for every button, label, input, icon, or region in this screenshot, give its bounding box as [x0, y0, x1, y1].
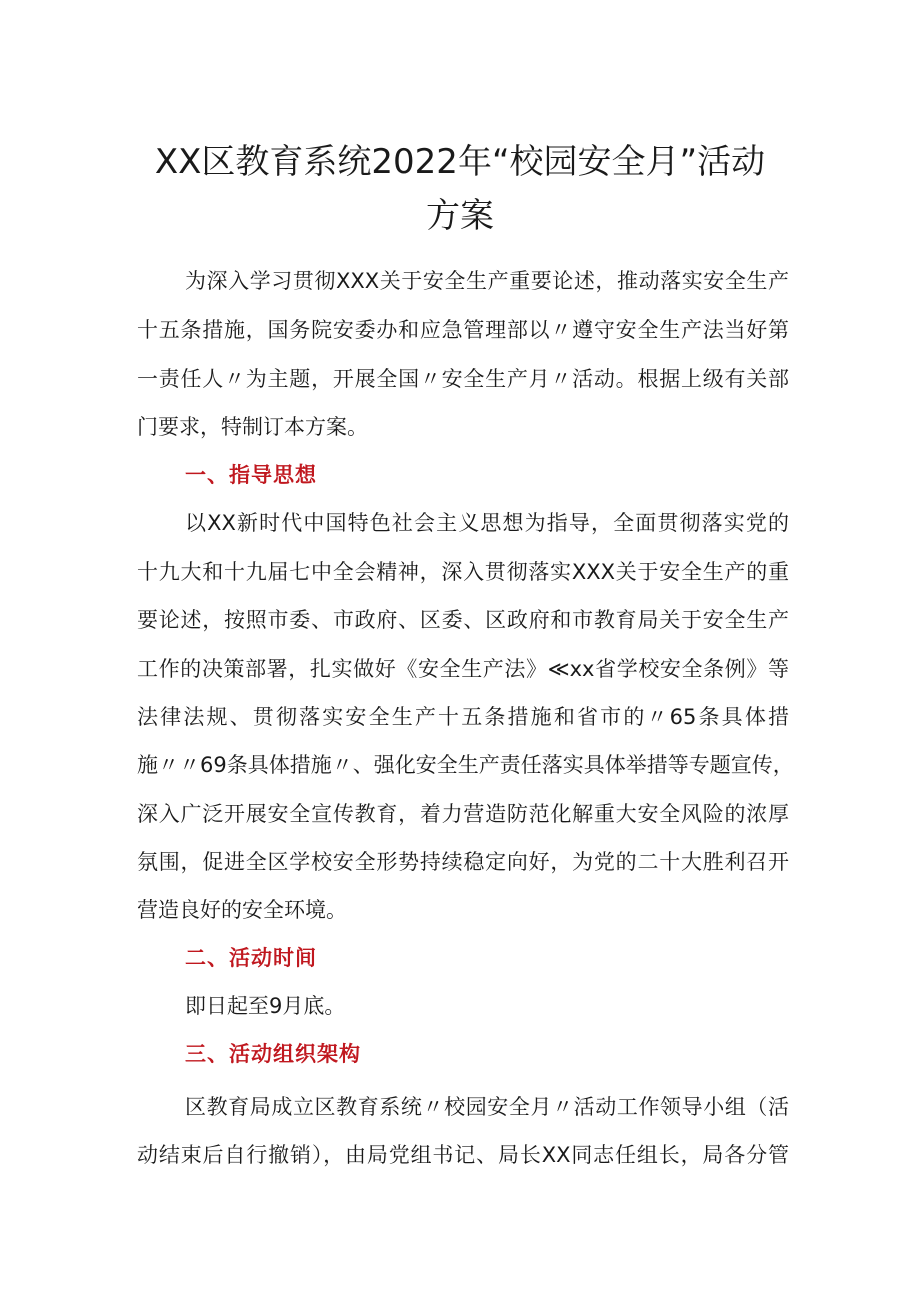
section-heading-guiding-ideology: 一、指导思想 [185, 463, 317, 487]
section-heading-organization: 三、活动组织架构 [185, 1042, 361, 1066]
document-title-line-1: XX区教育系统2022年“校园安全月”活动 [154, 142, 766, 182]
section1-line: 施〃〃69条具体措施〃、强化安全生产责任落实具体举措等专题宣传， [137, 753, 794, 777]
section1-line: 深入广泛开展安全宣传教育，着力营造防范化解重大安全风险的浓厚 [137, 802, 789, 826]
section1-line: 工作的决策部署，扎实做好《安全生产法》≪xx省学校安全条例》等 [137, 657, 789, 681]
intro-line: 门要求，特制订本方案。 [137, 415, 368, 439]
section1-line: 营造良好的安全环境。 [137, 898, 347, 922]
intro-line: 一责任人〃为主题，开展全国〃安全生产月〃活动。根据上级有关部 [137, 367, 789, 391]
section2-line: 即日起至9月底。 [185, 994, 346, 1018]
document-title-line-2: 方案 [426, 196, 494, 236]
section1-line: 法律法规、贯彻落实安全生产十五条措施和省市的〃65条具体措 [137, 705, 789, 729]
section1-line: 十九大和十九届七中全会精神，深入贯彻落实XXX关于安全生产的重 [137, 560, 789, 584]
section3-line: 区教育局成立区教育系统〃校园安全月〃活动工作领导小组（活 [185, 1095, 789, 1119]
section-heading-activity-time: 二、活动时间 [185, 946, 317, 970]
section1-line: 氛围，促进全区学校安全形势持续稳定向好，为党的二十大胜利召开 [137, 850, 789, 874]
section1-line: 以XX新时代中国特色社会主义思想为指导，全面贯彻落实党的 [185, 511, 789, 535]
section3-line: 动结束后自行撤销），由局党组书记、局长XX同志任组长，局各分管 [137, 1143, 789, 1167]
intro-line: 十五条措施，国务院安委办和应急管理部以〃遵守安全生产法当好第 [137, 318, 789, 342]
intro-line: 为深入学习贯彻XXX关于安全生产重要论述，推动落实安全生产 [185, 269, 789, 293]
section1-line: 要论述，按照市委、市政府、区委、区政府和市教育局关于安全生产 [137, 608, 789, 632]
